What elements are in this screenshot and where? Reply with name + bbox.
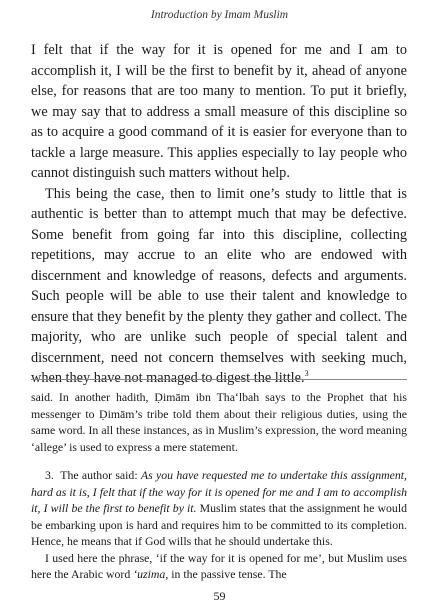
footnote-continuation: said. In another hadith, Ḍimām ibn Tha‘lbah says to the Prophet that his messenger to Ḍimām’s tribe told them about their religious duties, using the same word. In all these instances, as in Muslim’s expression, the word meaning ‘allege’ is used to express a mere statement.	[31, 390, 407, 454]
main-paragraph-2-text: This being the case, then to limit one’s study to little that is authentic is better than to attempt much that may be defective. Some benefit from going far into this discipline, collecting repetitions, may accrue to an elite who are endowed with discernment and knowledge of reasons, defects and arguments. Such people will be able to use their talent and knowledge to ensure that they benefit by the plenty they gather and collect. The majority, who are unlike such people of special talent and discernment, need not concern themselves with seeking much, when they have not managed to digest the little.	[31, 185, 407, 386]
main-paragraph-2	[31, 184, 407, 389]
footnote-3-quote: As you have requested me to undertake this assignment, hard as it is, I felt that if the way for it is opened for me and I am to accomplish it, I will be the first to benefit by it.	[31, 468, 407, 515]
footnote-divider	[31, 379, 407, 380]
footnote-3-text: Muslim states that the assignment he would be embarking upon is hard and requires him to be committed to its completion. Hence, he means that if God wills that he should undertake this.	[31, 501, 407, 548]
footnotes	[31, 389, 407, 583]
footnote-3-intro: The author said:	[60, 468, 138, 482]
footnote-3-label: 3.	[45, 468, 54, 482]
running-header: Introduction by Imam Muslim	[150, 9, 289, 21]
main-paragraph-1: I felt that if the way for it is opened for me and I am to accomplish it, I will be the first to benefit by it, ahead of anyone else, for reasons that are too many to mention. To put it briefly, we may say that to address a small measure of this discipline so as to acquire a good command of it is easier for everyone than to tackle a large measure. This applies especially to lay people who cannot distinguish such matters without help.	[31, 42, 407, 181]
footnote-3-p2-text: I used here the phrase, ‘if the way for it is opened for me’, but Muslim uses here the Arabic word	[31, 550, 407, 581]
footnote-3	[31, 467, 407, 550]
arabic-word: ‘uzima	[133, 567, 166, 581]
footnote-3-paragraph-2	[31, 550, 407, 583]
footnote-reference: 3	[304, 369, 309, 379]
main-text	[31, 40, 407, 389]
page-number: 59	[213, 589, 226, 603]
footnote-3-p2-end: , in the passive tense. The	[165, 567, 287, 581]
